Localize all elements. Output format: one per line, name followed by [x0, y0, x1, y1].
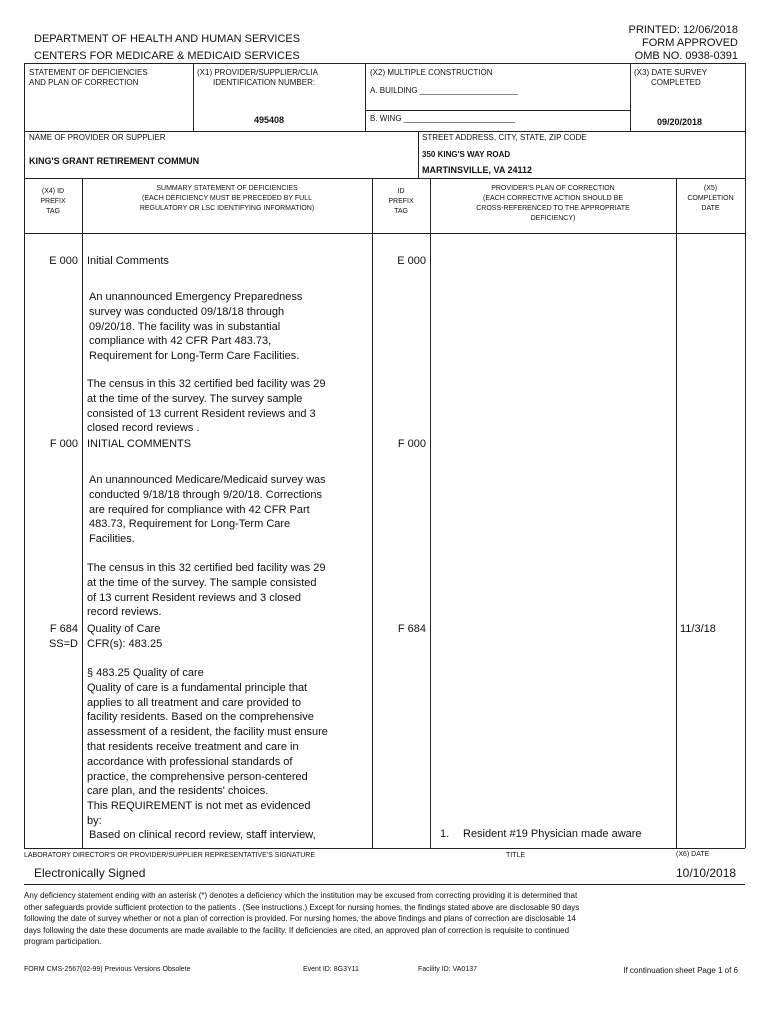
right-tag-e000: E 000	[397, 255, 426, 267]
date-label: (X6) DATE	[676, 851, 710, 858]
page-indicator: If continuation sheet Page 1 of 6	[623, 966, 738, 975]
building-field: A. BUILDING ______________________	[370, 86, 518, 95]
tag-f000: F 000	[49, 438, 78, 450]
scope-severity: SS=D	[48, 638, 78, 650]
f684-title: Quality of Care	[87, 623, 161, 635]
disclaimer-text: Any deficiency statement ending with an asterisk (*) denotes a deficiency which the institution may be excused from correcting providing it is determined that other safeguards provide sufficient protection to the patients . (See instructions.) Except for nursing homes, the findings stated above are disclosable 90 days following the date of survey whether or not a plan of correction is provided. For nursing homes, the above findings and plans of correction are disclosable 14 days following the date these documents are made available to the facility. If deficiencies are cited, an approved plan of correction is requisite to continued program participation.	[24, 891, 580, 946]
x3-label: (X3) DATE SURVEY	[634, 68, 708, 77]
provider-name-label: NAME OF PROVIDER OR SUPPLIER	[29, 133, 166, 142]
tag-f684: F 684	[49, 623, 78, 635]
e000-paragraph-1: An unannounced Emergency Preparedness survey was conducted 09/18/18 through 09/20/18. The facility was in substantial compliance with 42 CFR Part 483.73, Requirement for Long-Term Care Facilities.	[89, 291, 303, 363]
plan-of-correction-header: PROVIDER'S PLAN OF CORRECTION (EACH CORRECTIVE ACTION SHOULD BE CROSS-REFERENCED TO THE APPROPRIATE DEFICIENCY)	[476, 185, 630, 222]
f684-paragraph-1: § 483.25 Quality of care Quality of care is a fundamental principle that applies to all treatment and care provided to facility residents. Based on the comprehensive assessment of a resident, the facility must ensure that residents receive treatment and care in accordance with professional standards of practice, the comprehensive person-centered care plan, and the residents' choices. This REQUIREMENT is not met as evidenced by:	[87, 667, 328, 827]
department-title: DEPARTMENT OF HEALTH AND HUMAN SERVICES	[34, 33, 301, 45]
f684-completion-date: 11/3/18	[680, 623, 716, 635]
omb-number: OMB NO. 0938-0391	[634, 50, 738, 62]
survey-completed-date: 09/20/2018	[657, 117, 703, 127]
e000-paragraph-2: The census in this 32 certified bed facility was 29 at the time of the survey. The survey sample consisted of 13 current Resident reviews and 3 closed record reviews .	[87, 378, 326, 435]
f684-paragraph-2: Based on clinical record review, staff interview,	[89, 829, 316, 841]
event-id: Event ID: 8G3Y11	[303, 966, 359, 973]
plan-item-text: Resident #19 Physician made aware	[463, 828, 642, 840]
printed-date: PRINTED: 12/06/2018	[628, 24, 738, 36]
x1-label: (X1) PROVIDER/SUPPLIER/CLIA	[197, 68, 318, 77]
agency-title: CENTERS FOR MEDICARE & MEDICAID SERVICES	[34, 50, 300, 62]
right-tag-f684: F 684	[397, 623, 426, 635]
form-number: FORM CMS-2567(02-99) Previous Versions Obsolete	[24, 966, 191, 973]
signature-value: Electronically Signed	[34, 866, 146, 880]
signature-date: 10/10/2018	[676, 866, 737, 880]
signature-label: LABORATORY DIRECTOR'S OR PROVIDER/SUPPLIER REPRESENTATIVE'S SIGNATURE	[24, 852, 316, 859]
facility-id: Facility ID: VA0137	[418, 966, 478, 973]
f000-paragraph-1: An unannounced Medicare/Medicaid survey was conducted 9/18/18 through 9/20/18. Corrections are required for compliance with 42 CFR Part 483.73, Requirement for Long-Term Care Facilities.	[89, 474, 326, 546]
provider-id-number: 495408	[254, 115, 285, 125]
x3-label-2: COMPLETED	[651, 78, 701, 87]
id-prefix-header: ID PREFIX TAG	[388, 188, 414, 215]
address-label: STREET ADDRESS, CITY, STATE, ZIP CODE	[422, 133, 587, 142]
address-city: MARTINSVILLE, VA 24112	[422, 165, 533, 175]
x5-header: (X5) COMPLETION DATE	[687, 185, 734, 212]
f000-paragraph-2: The census in this 32 certified bed facility was 29 at the time of the survey. The sample consisted of 13 current Resident reviews and 3 closed record reviews.	[87, 562, 326, 619]
f684-cfr: CFR(s): 483.25	[87, 638, 163, 650]
wing-field: B. WING _________________________	[370, 114, 516, 123]
title-label: TITLE	[506, 852, 526, 859]
f000-title: INITIAL COMMENTS	[87, 438, 192, 450]
provider-name: KING'S GRANT RETIREMENT COMMUN	[29, 156, 200, 166]
statement-label-2: AND PLAN OF CORRECTION	[29, 78, 139, 87]
plan-item-number: 1.	[440, 828, 450, 840]
summary-header: SUMMARY STATEMENT OF DEFICIENCIES (EACH DEFICIENCY MUST BE PRECEDED BY FULL REGULATORY OR LSC IDENTIFYING INFORMATION)	[139, 185, 315, 212]
x2-label: (X2) MULTIPLE CONSTRUCTION	[370, 68, 493, 77]
x1-label-2: IDENTIFICATION NUMBER:	[213, 78, 316, 87]
e000-title: Initial Comments	[87, 255, 169, 267]
form-approved: FORM APPROVED	[642, 37, 738, 49]
right-tag-f000: F 000	[397, 438, 426, 450]
statement-label: STATEMENT OF DEFICIENCIES	[29, 68, 148, 77]
address-street: 350 KING'S WAY ROAD	[422, 150, 511, 159]
tag-e000: E 000	[49, 255, 78, 267]
x4-header: (X4) ID PREFIX TAG	[40, 188, 66, 215]
